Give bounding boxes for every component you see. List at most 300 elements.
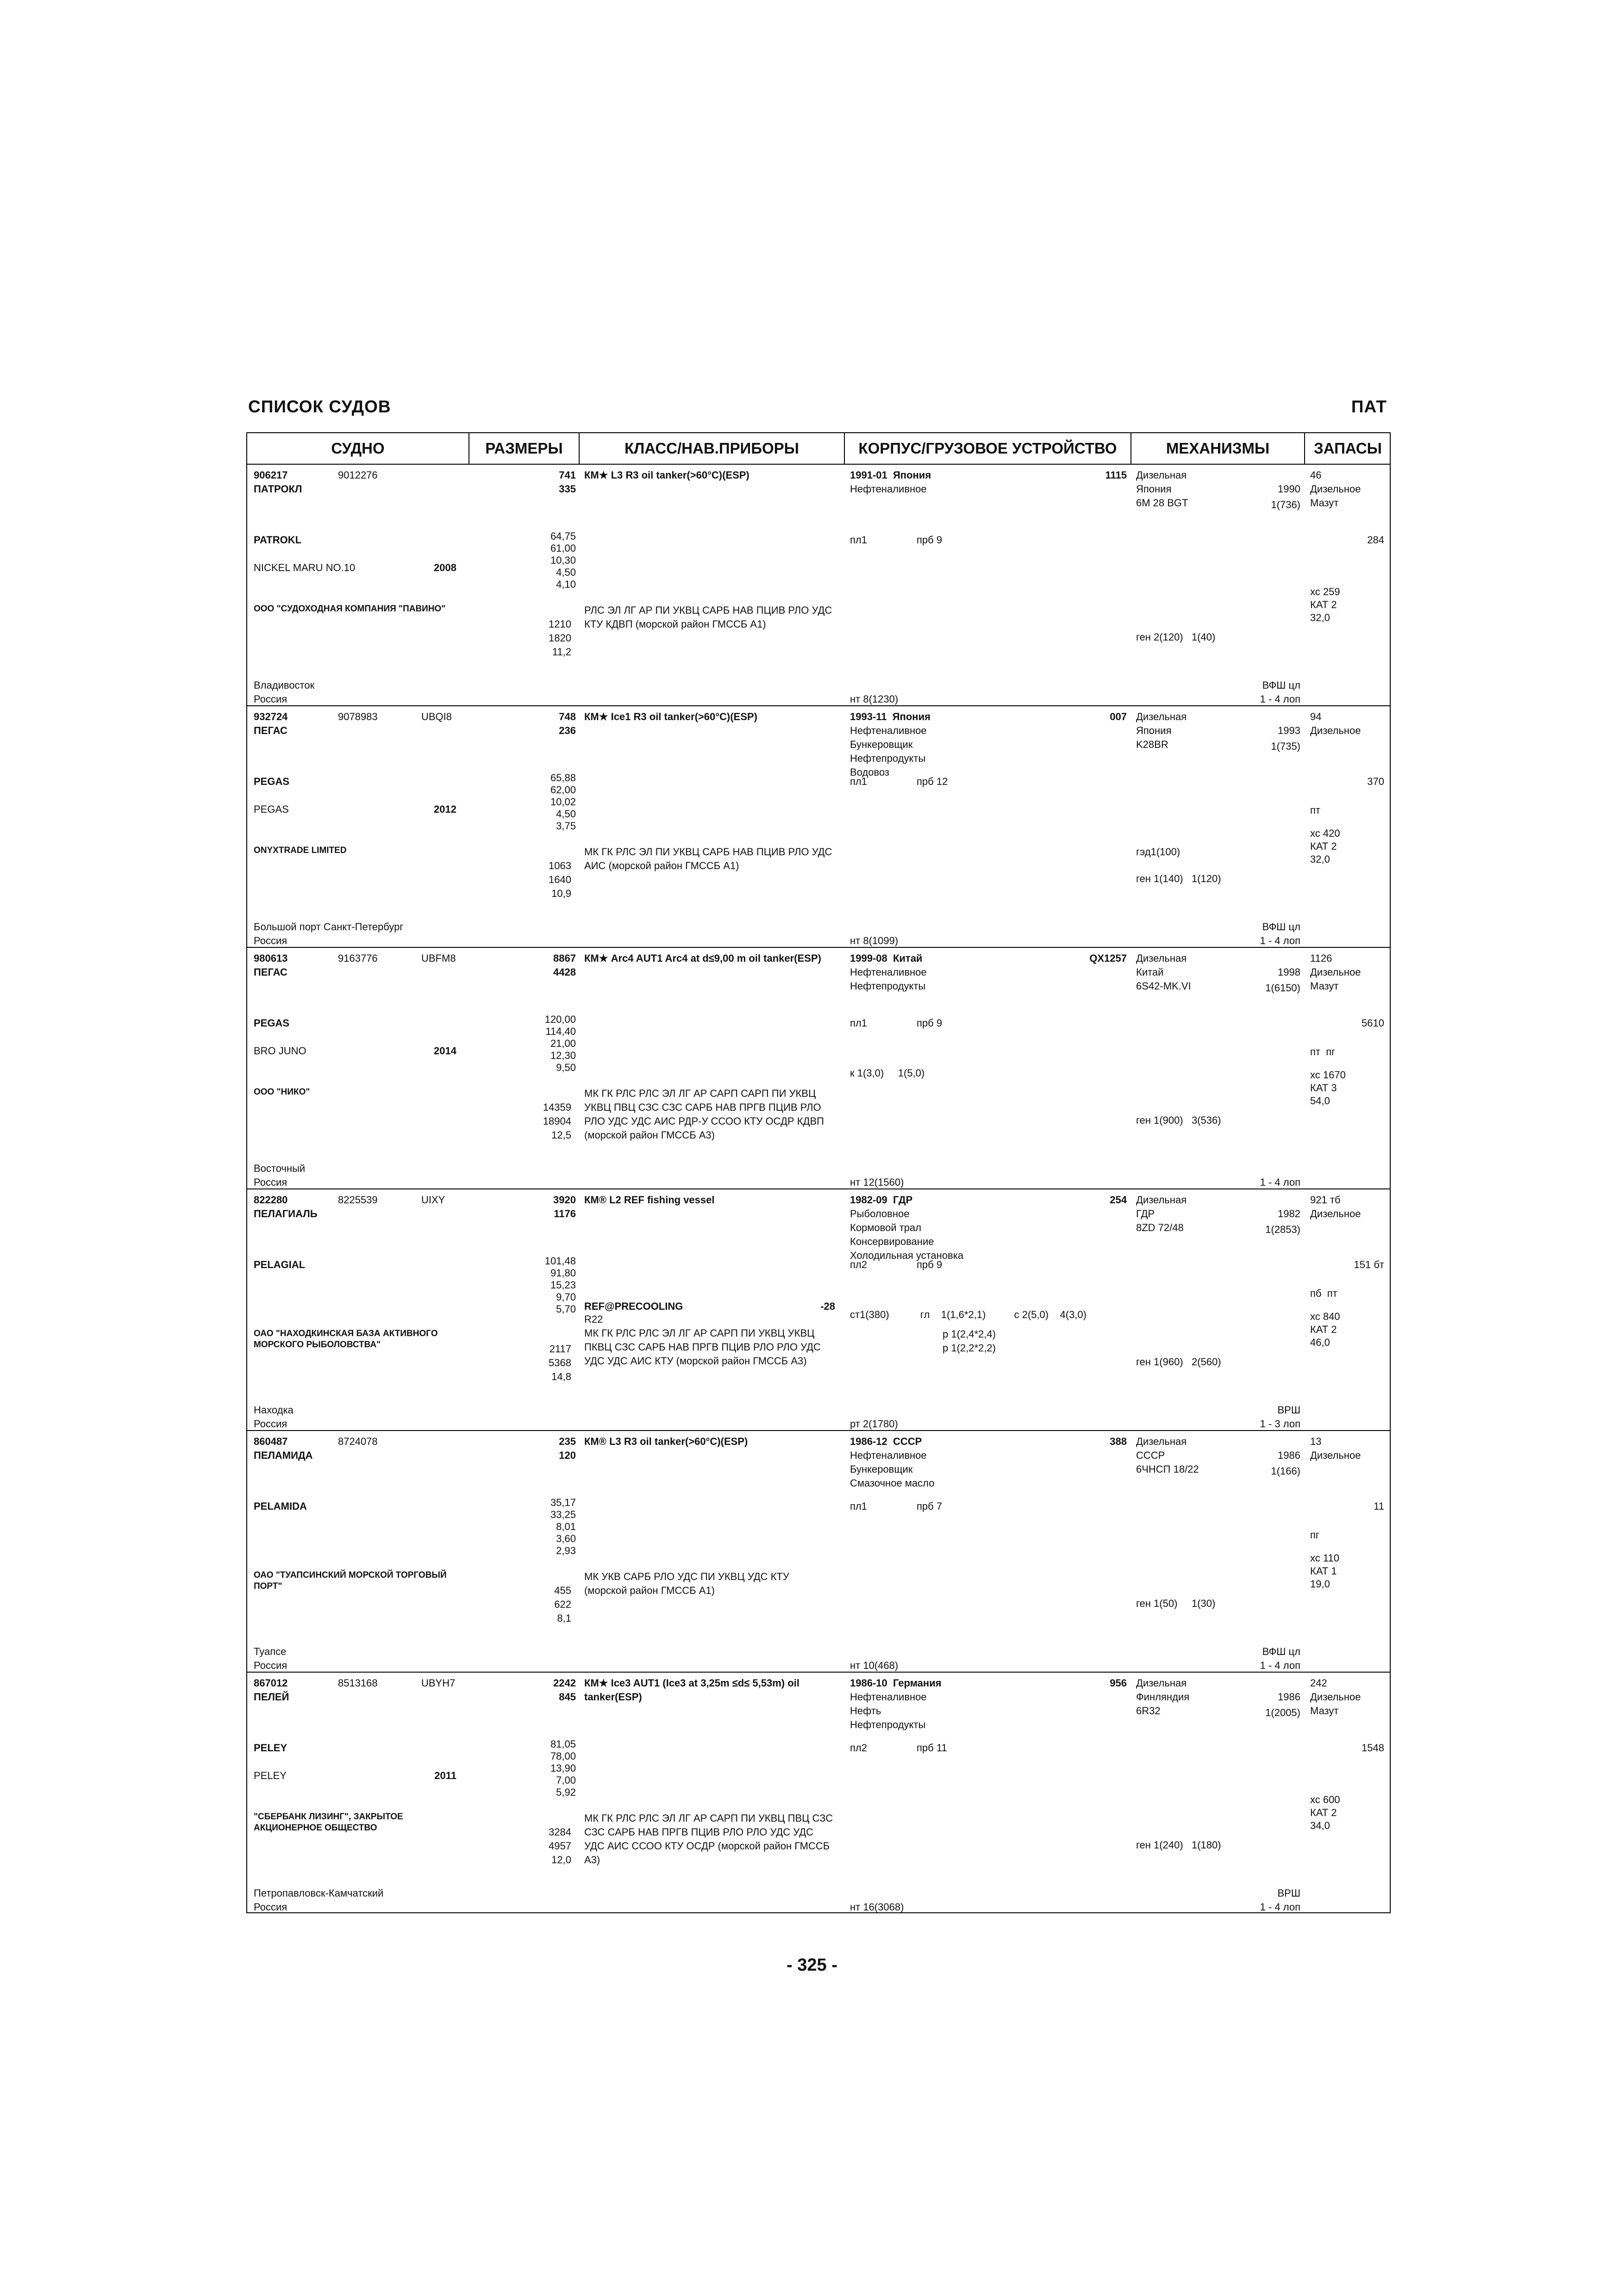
hull-line: пл1 — [850, 776, 867, 787]
engine-type: Дизельная — [1136, 469, 1187, 481]
list-line: 1640 — [549, 874, 571, 885]
list-line: Нефтеналивное — [850, 483, 927, 495]
deadweight — [516, 1584, 571, 1625]
engine-country: Япония — [1136, 483, 1172, 495]
generators: ген 1(140) 1(120) — [1136, 873, 1221, 884]
hull-number: 254 — [1110, 1194, 1127, 1206]
engine-year: 1986 — [1278, 1450, 1300, 1461]
list-line: Нефтепродукты — [850, 753, 926, 764]
engine-power: 1(6150) — [1265, 982, 1300, 994]
engine-type: Дизельная — [1136, 952, 1187, 964]
list-line: 15,23 — [550, 1279, 576, 1291]
list-line: 18904 — [543, 1115, 571, 1127]
hull-number: 388 — [1110, 1436, 1127, 1447]
list-line: Бункеровщик — [850, 1463, 913, 1475]
list-line: Дизельное — [1310, 1691, 1361, 1703]
engine-model: K28BR — [1136, 739, 1168, 750]
stores-xs: хс 110 — [1310, 1552, 1339, 1564]
registry-number: 860487 — [254, 1436, 288, 1447]
fuel-types — [1310, 1449, 1361, 1462]
list-line: 5,70 — [556, 1303, 576, 1315]
stores-top: 94 — [1310, 711, 1322, 722]
deadweight — [516, 859, 571, 901]
hull-bottom: нт 8(1099) — [850, 935, 899, 946]
stores-mark: пг — [1310, 1529, 1319, 1541]
list-line: 2,93 — [556, 1545, 576, 1556]
home-port: Восточный — [254, 1163, 306, 1174]
hull-line: пл1 — [850, 534, 867, 546]
list-line: 3,60 — [556, 1533, 576, 1544]
ship-name: ПЕГАС — [254, 725, 287, 736]
list-line: 114,40 — [545, 1026, 576, 1037]
stores-mid: 151 бт — [1354, 1259, 1384, 1270]
dimensions — [525, 1738, 576, 1798]
latin-name: PELAGIAL — [254, 1259, 306, 1270]
hull-extra: прб 12 — [917, 776, 948, 787]
ref-agent: R22 — [584, 1313, 603, 1325]
list-line: 4957 — [549, 1840, 571, 1852]
engine-year: 1990 — [1278, 483, 1300, 495]
engine-power: 1(736) — [1271, 499, 1300, 510]
list-line: 65,88 — [550, 772, 576, 784]
list-line: Нефтеналивное — [850, 966, 927, 978]
generators: ген 1(960) 2(560) — [1136, 1356, 1221, 1368]
stores-mid: 1548 — [1362, 1742, 1384, 1754]
hull-number: 007 — [1110, 711, 1127, 722]
owner: ONYXTRADE LIMITED — [254, 846, 347, 855]
dimensions — [525, 1014, 576, 1074]
engine-model: 6ЧНСП 18/22 — [1136, 1463, 1199, 1475]
generators: ген 1(900) 3(536) — [1136, 1114, 1221, 1126]
former-name: BRO JUNO — [254, 1045, 306, 1057]
column-header-machinery: МЕХАНИЗМЫ — [1131, 433, 1305, 464]
engine-type: Дизельная — [1136, 711, 1187, 722]
list-line: Дизельное — [1310, 1208, 1361, 1220]
class-notation: КМ® L2 REF fishing vessel — [584, 1194, 715, 1206]
list-line: Рыболовное — [850, 1208, 910, 1220]
build-date-country: 1993-11 Япония — [850, 711, 931, 722]
call-sign: UBQI8 — [421, 711, 452, 722]
list-line: 8,1 — [557, 1612, 571, 1624]
engine-year: 1993 — [1278, 725, 1300, 736]
list-line: Мазут — [1310, 980, 1339, 992]
equipment: РЛС ЭЛ ЛГ АР ПИ УКВЦ САРБ НАВ ПЦИВ РЛО УДС КТУ КДВП (морской район ГМССБ А1) — [584, 604, 832, 630]
engine-country: СССР — [1136, 1450, 1165, 1461]
stores-kat: КАТ 1 — [1310, 1565, 1337, 1577]
former-name: NICKEL MARU NO.10 — [254, 562, 356, 573]
fuel-types — [1310, 724, 1361, 738]
stores-mark: пт пг — [1310, 1046, 1336, 1058]
list-line: Кормовой трал — [850, 1222, 922, 1233]
engine-country: Япония — [1136, 725, 1172, 736]
deadweight — [516, 1825, 571, 1867]
ship-entry — [247, 1673, 1390, 1914]
net-tonnage: 236 — [559, 725, 576, 736]
list-line: 9,70 — [556, 1291, 576, 1303]
list-line: 33,25 — [550, 1509, 576, 1520]
list-line: Смазочное масло — [850, 1477, 935, 1489]
build-date-country: 1986-10 Германия — [850, 1677, 942, 1689]
stores-mark: пт — [1310, 804, 1320, 816]
home-port: Большой порт Санкт-Петербург — [254, 921, 404, 933]
stores-xs: хс 600 — [1310, 1794, 1340, 1805]
gross-tonnage: 3920 — [553, 1194, 576, 1206]
call-sign: UBYH7 — [421, 1677, 456, 1689]
owner: ОАО "НАХОДКИНСКАЯ БАЗА АКТИВНОГО МОРСКОГО РЫБОЛОВСТВА" — [254, 1329, 438, 1350]
flag-country: Россия — [254, 693, 287, 705]
engine-model: 8ZD 72/48 — [1136, 1222, 1184, 1233]
vessel-types — [850, 1449, 934, 1490]
registry-number: 822280 — [254, 1194, 288, 1206]
owner: "СБЕРБАНК ЛИЗИНГ", ЗАКРЫТОЕ АКЦИОНЕРНОЕ ОБЩЕСТВО — [254, 1812, 403, 1833]
list-line: Бункеровщик — [850, 739, 913, 750]
imo-number: 9078983 — [338, 711, 378, 722]
column-header-dimensions: РАЗМЕРЫ — [469, 433, 580, 464]
list-line: 10,30 — [550, 554, 576, 566]
list-line: 35,17 — [550, 1497, 576, 1508]
hull-extra-row: ст1(380) гл 1(1,6*2,1) с 2(5,0) 4(3,0) — [850, 1309, 1087, 1320]
deadweight — [516, 1342, 571, 1384]
owner: ООО "НИКО" — [254, 1087, 310, 1097]
stores-top: 13 — [1310, 1436, 1322, 1447]
ship-entry — [247, 1431, 1390, 1673]
engine-year: 1998 — [1278, 966, 1300, 978]
auxiliary: гэд1(100) — [1136, 846, 1181, 858]
hull-bottom: рт 2(1780) — [850, 1418, 898, 1430]
registry-number: 906217 — [254, 469, 288, 481]
stores-mid: 5610 — [1362, 1017, 1384, 1029]
list-line: 2117 — [549, 1343, 571, 1355]
net-tonnage: 4428 — [553, 966, 576, 978]
column-header-ship: СУДНО — [247, 433, 469, 464]
stores-top: 1126 — [1310, 952, 1332, 964]
flag-country: Россия — [254, 1660, 287, 1671]
registry-number: 867012 — [254, 1677, 288, 1689]
propeller: ВФШ цл — [1262, 921, 1300, 933]
list-line: 81,05 — [550, 1738, 576, 1750]
vessel-types — [850, 1690, 927, 1732]
engine-power: 1(2005) — [1265, 1707, 1300, 1718]
gross-tonnage: 235 — [559, 1436, 576, 1447]
stores-speed: 34,0 — [1310, 1820, 1330, 1831]
class-notation: КМ★ Arc4 AUT1 Arc4 at d≤9,00 m oil tanker(ESP) — [584, 952, 821, 964]
fuel-types — [1310, 965, 1361, 993]
ship-entry — [247, 706, 1390, 948]
stores-top: 921 тб — [1310, 1194, 1341, 1206]
flag-country: Россия — [254, 935, 287, 946]
blades: 1 - 4 лоп — [1260, 935, 1300, 946]
dimensions — [525, 1255, 576, 1315]
equipment: МК УКВ САРБ РЛО УДС ПИ УКВЦ УДС КТУ (морской район ГМССБ А1) — [584, 1571, 789, 1596]
list-line: 8,01 — [556, 1521, 576, 1532]
generators: ген 1(240) 1(180) — [1136, 1839, 1221, 1851]
stores-speed: 32,0 — [1310, 853, 1330, 865]
list-line: Нефтеналивное — [850, 1450, 927, 1461]
list-line: 455 — [554, 1585, 571, 1596]
list-line: 4,10 — [556, 579, 576, 590]
hull-extra: прб 9 — [917, 1259, 943, 1270]
hull-bottom: нт 8(1230) — [850, 693, 899, 705]
list-line: Нефтепродукты — [850, 1719, 926, 1730]
propeller: ВФШ цл — [1262, 1646, 1300, 1657]
former-name: PEGAS — [254, 803, 289, 815]
call-sign: UIXY — [421, 1194, 445, 1206]
stores-xs: хс 840 — [1310, 1311, 1340, 1322]
imo-number: 8724078 — [338, 1436, 378, 1447]
engine-type: Дизельная — [1136, 1194, 1187, 1206]
ship-name: ПЕЛАМИДА — [254, 1450, 313, 1461]
engine-model: 6S42-MK.VI — [1136, 980, 1191, 992]
ship-name: ПЕЛЕЙ — [254, 1691, 289, 1703]
gross-tonnage: 2242 — [553, 1677, 576, 1689]
fuel-types — [1310, 1690, 1361, 1718]
build-date-country: 1986-12 СССР — [850, 1436, 922, 1447]
ref-label: REF@PRECOOLING — [584, 1300, 683, 1312]
list-line: 11,2 — [552, 646, 571, 658]
latin-name: PELAMIDA — [254, 1500, 307, 1512]
home-port: Туапсе — [254, 1646, 287, 1657]
stores-xs: хс 1670 — [1310, 1069, 1346, 1081]
imo-number: 9012276 — [338, 469, 378, 481]
former-name-year: 2008 — [434, 562, 456, 573]
equipment: МК ГК РЛС РЛС ЭЛ ЛГ АР САРП ПИ УКВЦ ПВЦ СЗС СЗС САРБ НАВ ПРГВ ПЦИВ РЛО РЛО УДС УДС УДС АИС ССОО КТУ ОСДР (морской район ГМССБ А3) — [584, 1812, 833, 1866]
dimensions — [525, 530, 576, 591]
stores-kat: КАТ 3 — [1310, 1082, 1337, 1094]
engine-power: 1(735) — [1271, 740, 1300, 752]
build-date-country: 1982-09 ГДР — [850, 1194, 913, 1206]
owner: ООО "СУДОХОДНАЯ КОМПАНИЯ "ПАВИНО" — [254, 604, 446, 614]
imo-number: 9163776 — [338, 952, 378, 964]
list-line: Консервирование — [850, 1236, 934, 1247]
list-line: Нефтеналивное — [850, 1691, 927, 1703]
stores-kat: КАТ 2 — [1310, 1807, 1337, 1818]
list-line: 10,9 — [551, 888, 571, 899]
engine-year: 1982 — [1278, 1208, 1300, 1220]
list-line: 12,0 — [551, 1854, 571, 1866]
blades: 1 - 4 лоп — [1260, 1176, 1300, 1188]
column-header-class: КЛАСС/НАВ.ПРИБОРЫ — [580, 433, 845, 464]
ship-name: ПЕЛАГИАЛЬ — [254, 1208, 318, 1220]
list-line: 14359 — [543, 1101, 571, 1113]
list-line: 3,75 — [556, 820, 576, 832]
build-date-country: 1999-08 Китай — [850, 952, 923, 964]
imo-number: 8513168 — [338, 1677, 378, 1689]
former-name: PELEY — [254, 1770, 287, 1781]
list-line: Мазут — [1310, 1705, 1339, 1717]
list-line: 4,50 — [556, 808, 576, 820]
registry-number: 932724 — [254, 711, 288, 722]
fuel-types — [1310, 482, 1361, 510]
fuel-types — [1310, 1207, 1361, 1221]
list-line: Нефть — [850, 1705, 881, 1717]
list-line: 4,50 — [556, 566, 576, 578]
hull-bottom: нт 12(1560) — [850, 1176, 904, 1188]
engine-model: 6R32 — [1136, 1705, 1161, 1717]
ref-temperature: -28 — [820, 1300, 835, 1312]
list-line: 1210 — [549, 618, 571, 630]
hull-line: пл1 — [850, 1500, 867, 1512]
former-name-year: 2011 — [434, 1770, 456, 1781]
blades: 1 - 4 лоп — [1260, 1901, 1300, 1913]
document-title: СПИСОК СУДОВ — [248, 397, 391, 416]
propeller: ВРШ — [1277, 1404, 1300, 1416]
hull-bottom: нт 16(3068) — [850, 1901, 904, 1913]
deadweight — [516, 1101, 571, 1142]
stores-kat: КАТ 2 — [1310, 1324, 1337, 1335]
registry-number: 980613 — [254, 952, 288, 964]
hull-number: 956 — [1110, 1677, 1127, 1689]
list-line: 12,5 — [551, 1129, 571, 1141]
deadweight — [516, 617, 571, 659]
hull-number: QX1257 — [1089, 952, 1127, 964]
latin-name: PEGAS — [254, 776, 290, 787]
engine-year: 1986 — [1278, 1691, 1300, 1703]
stores-xs: хс 420 — [1310, 828, 1340, 839]
entries-container — [247, 465, 1390, 1912]
stores-top: 242 — [1310, 1677, 1327, 1689]
gross-tonnage: 748 — [559, 711, 576, 722]
flag-country: Россия — [254, 1176, 287, 1188]
blades: 1 - 4 лоп — [1260, 693, 1300, 705]
engine-country: Финляндия — [1136, 1691, 1190, 1703]
engine-power: 1(166) — [1271, 1465, 1300, 1477]
flag-country: Россия — [254, 1901, 287, 1913]
propeller: ВРШ — [1277, 1887, 1300, 1899]
stores-mark: пб пт — [1310, 1288, 1337, 1299]
gross-tonnage: 741 — [559, 469, 576, 481]
owner: ОАО "ТУАПСИНСКИЙ МОРСКОЙ ТОРГОВЫЙ ПОРТ" — [254, 1570, 447, 1591]
gross-tonnage: 8867 — [553, 952, 576, 964]
latin-name: PELEY — [254, 1742, 287, 1754]
ship-entry — [247, 465, 1390, 706]
former-name-year: 2012 — [434, 803, 456, 815]
list-line: 14,8 — [551, 1371, 571, 1382]
list-line: 78,00 — [550, 1750, 576, 1762]
dimensions — [525, 1497, 576, 1557]
stores-speed: 46,0 — [1310, 1337, 1330, 1348]
stores-speed: 54,0 — [1310, 1095, 1330, 1107]
class-notation: КМ★ Ice3 AUT1 (Ice3 at 3,25m ≤d≤ 5,53m) oil tanker(ESP) — [584, 1677, 800, 1703]
list-line: Дизельное — [1310, 1450, 1361, 1461]
list-line: 13,90 — [550, 1762, 576, 1774]
stores-speed: 19,0 — [1310, 1578, 1330, 1590]
class-notation: КМ★ Ice1 R3 oil tanker(>60°C)(ESP) — [584, 711, 757, 722]
former-name-year: 2014 — [434, 1045, 456, 1057]
column-header-stores: ЗАПАСЫ — [1314, 440, 1382, 457]
list-line: 1820 — [549, 632, 571, 644]
equipment: МК ГК РЛС РЛС ЭЛ ЛГ АР САРП ПИ УКВЦ УКВЦ ПКВЦ СЗС САРБ НАВ ПРГВ ПЦИВ РЛО РЛО УДС УДС УДС АИС КТУ (морской район ГМССБ А3) — [584, 1327, 821, 1367]
list-line: 10,02 — [550, 796, 576, 808]
hull-extra-row-2: р 1(2,4*2,4) р 1(2,2*2,2) — [943, 1328, 996, 1354]
list-line: 5,92 — [556, 1786, 576, 1798]
engine-type: Дизельная — [1136, 1436, 1187, 1447]
class-notation: КМ★ L3 R3 oil tanker(>60°C)(ESP) — [584, 469, 750, 481]
generators: ген 2(120) 1(40) — [1136, 631, 1216, 643]
list-line: Нефтепродукты — [850, 980, 926, 992]
list-line: Дизельное — [1310, 966, 1361, 978]
list-line: Дизельное — [1310, 483, 1361, 495]
engine-country: ГДР — [1136, 1208, 1155, 1220]
list-line: 61,00 — [550, 542, 576, 554]
list-line: 120,00 — [544, 1014, 576, 1025]
flag-country: Россия — [254, 1418, 287, 1430]
vessel-types — [850, 1207, 963, 1263]
equipment: МК ГК РЛС РЛС ЭЛ ЛГ АР САРП САРП ПИ УКВЦ УКВЦ ПВЦ СЗС СЗС САРБ НАВ ПРГВ ПЦИВ РЛО РЛО УДС УДС АИС РДР-У ССОО КТУ ОСДР КДВП (морской район ГМССБ А3) — [584, 1088, 824, 1141]
class-notation: КМ® L3 R3 oil tanker(>60°C)(ESP) — [584, 1436, 748, 1447]
vessel-types — [850, 482, 927, 496]
hull-extra: прб 7 — [917, 1500, 943, 1512]
imo-number: 8225539 — [338, 1194, 378, 1206]
list-line: 21,00 — [550, 1038, 576, 1049]
hull-bottom: нт 10(468) — [850, 1660, 899, 1671]
hull-line: пл2 — [850, 1259, 867, 1270]
stores-kat: КАТ 2 — [1310, 840, 1337, 852]
latin-name: PATROKL — [254, 534, 302, 546]
hull-line: пл2 — [850, 1742, 867, 1754]
list-line: Мазут — [1310, 497, 1339, 509]
home-port: Находка — [254, 1404, 294, 1416]
hull-extra: прб 11 — [917, 1742, 947, 1754]
stores-top: 46 — [1310, 469, 1322, 481]
hull-extra: прб 9 — [917, 534, 943, 546]
ship-name: ПАТРОКЛ — [254, 483, 302, 495]
stores-xs: хс 259 — [1310, 586, 1340, 597]
list-line: 622 — [554, 1599, 571, 1610]
vessel-types — [850, 724, 927, 779]
hull-line: пл1 — [850, 1017, 867, 1029]
vessel-types — [850, 965, 927, 993]
call-sign: UBFM8 — [421, 952, 456, 964]
column-header-hull: КОРПУС/ГРУЗОВОЕ УСТРОЙСТВО — [845, 433, 1131, 464]
list-line: 1063 — [549, 860, 571, 871]
engine-model: 6M 28 BGT — [1136, 497, 1188, 509]
list-line: 64,75 — [550, 530, 576, 542]
list-line: 91,80 — [550, 1267, 576, 1279]
engine-type: Дизельная — [1136, 1677, 1187, 1689]
dimensions — [525, 772, 576, 832]
stores-speed: 32,0 — [1310, 612, 1330, 623]
list-line: 5368 — [549, 1357, 571, 1369]
list-line: Дизельное — [1310, 725, 1361, 736]
stores-kat: КАТ 2 — [1310, 599, 1337, 610]
section-code: ПАТ — [1351, 397, 1387, 416]
list-line: 101,48 — [544, 1255, 576, 1267]
latin-name: PEGAS — [254, 1017, 290, 1029]
ship-entry — [247, 948, 1390, 1189]
equipment: МК ГК РЛС ЭЛ ПИ УКВЦ САРБ НАВ ПЦИВ РЛО УДС АИС (морской район ГМССБ А1) — [584, 846, 832, 871]
net-tonnage: 335 — [559, 483, 576, 495]
list-line: 9,50 — [556, 1062, 576, 1073]
list-line: Холодильная установка — [850, 1250, 964, 1261]
blades: 1 - 4 лоп — [1260, 1660, 1300, 1671]
stores-mid: 370 — [1367, 776, 1384, 787]
list-line: 3284 — [549, 1826, 571, 1838]
engine-country: Китай — [1136, 966, 1164, 978]
list-line: Нефтеналивное — [850, 725, 927, 736]
hull-number: 1115 — [1105, 469, 1127, 481]
list-line: 7,00 — [556, 1774, 576, 1786]
hull-extra: прб 9 — [917, 1017, 943, 1029]
page-number: - 325 - — [787, 1955, 837, 1975]
list-line: 12,30 — [550, 1050, 576, 1061]
ship-entry — [247, 1189, 1390, 1431]
home-port: Петропавловск-Камчатский — [254, 1887, 384, 1899]
net-tonnage: 845 — [559, 1691, 576, 1703]
stores-mid: 284 — [1367, 534, 1384, 546]
hull-extra-row: к 1(3,0) 1(5,0) — [850, 1067, 925, 1079]
propeller: ВФШ цл — [1262, 679, 1300, 691]
stores-mid: 11 — [1374, 1500, 1384, 1512]
